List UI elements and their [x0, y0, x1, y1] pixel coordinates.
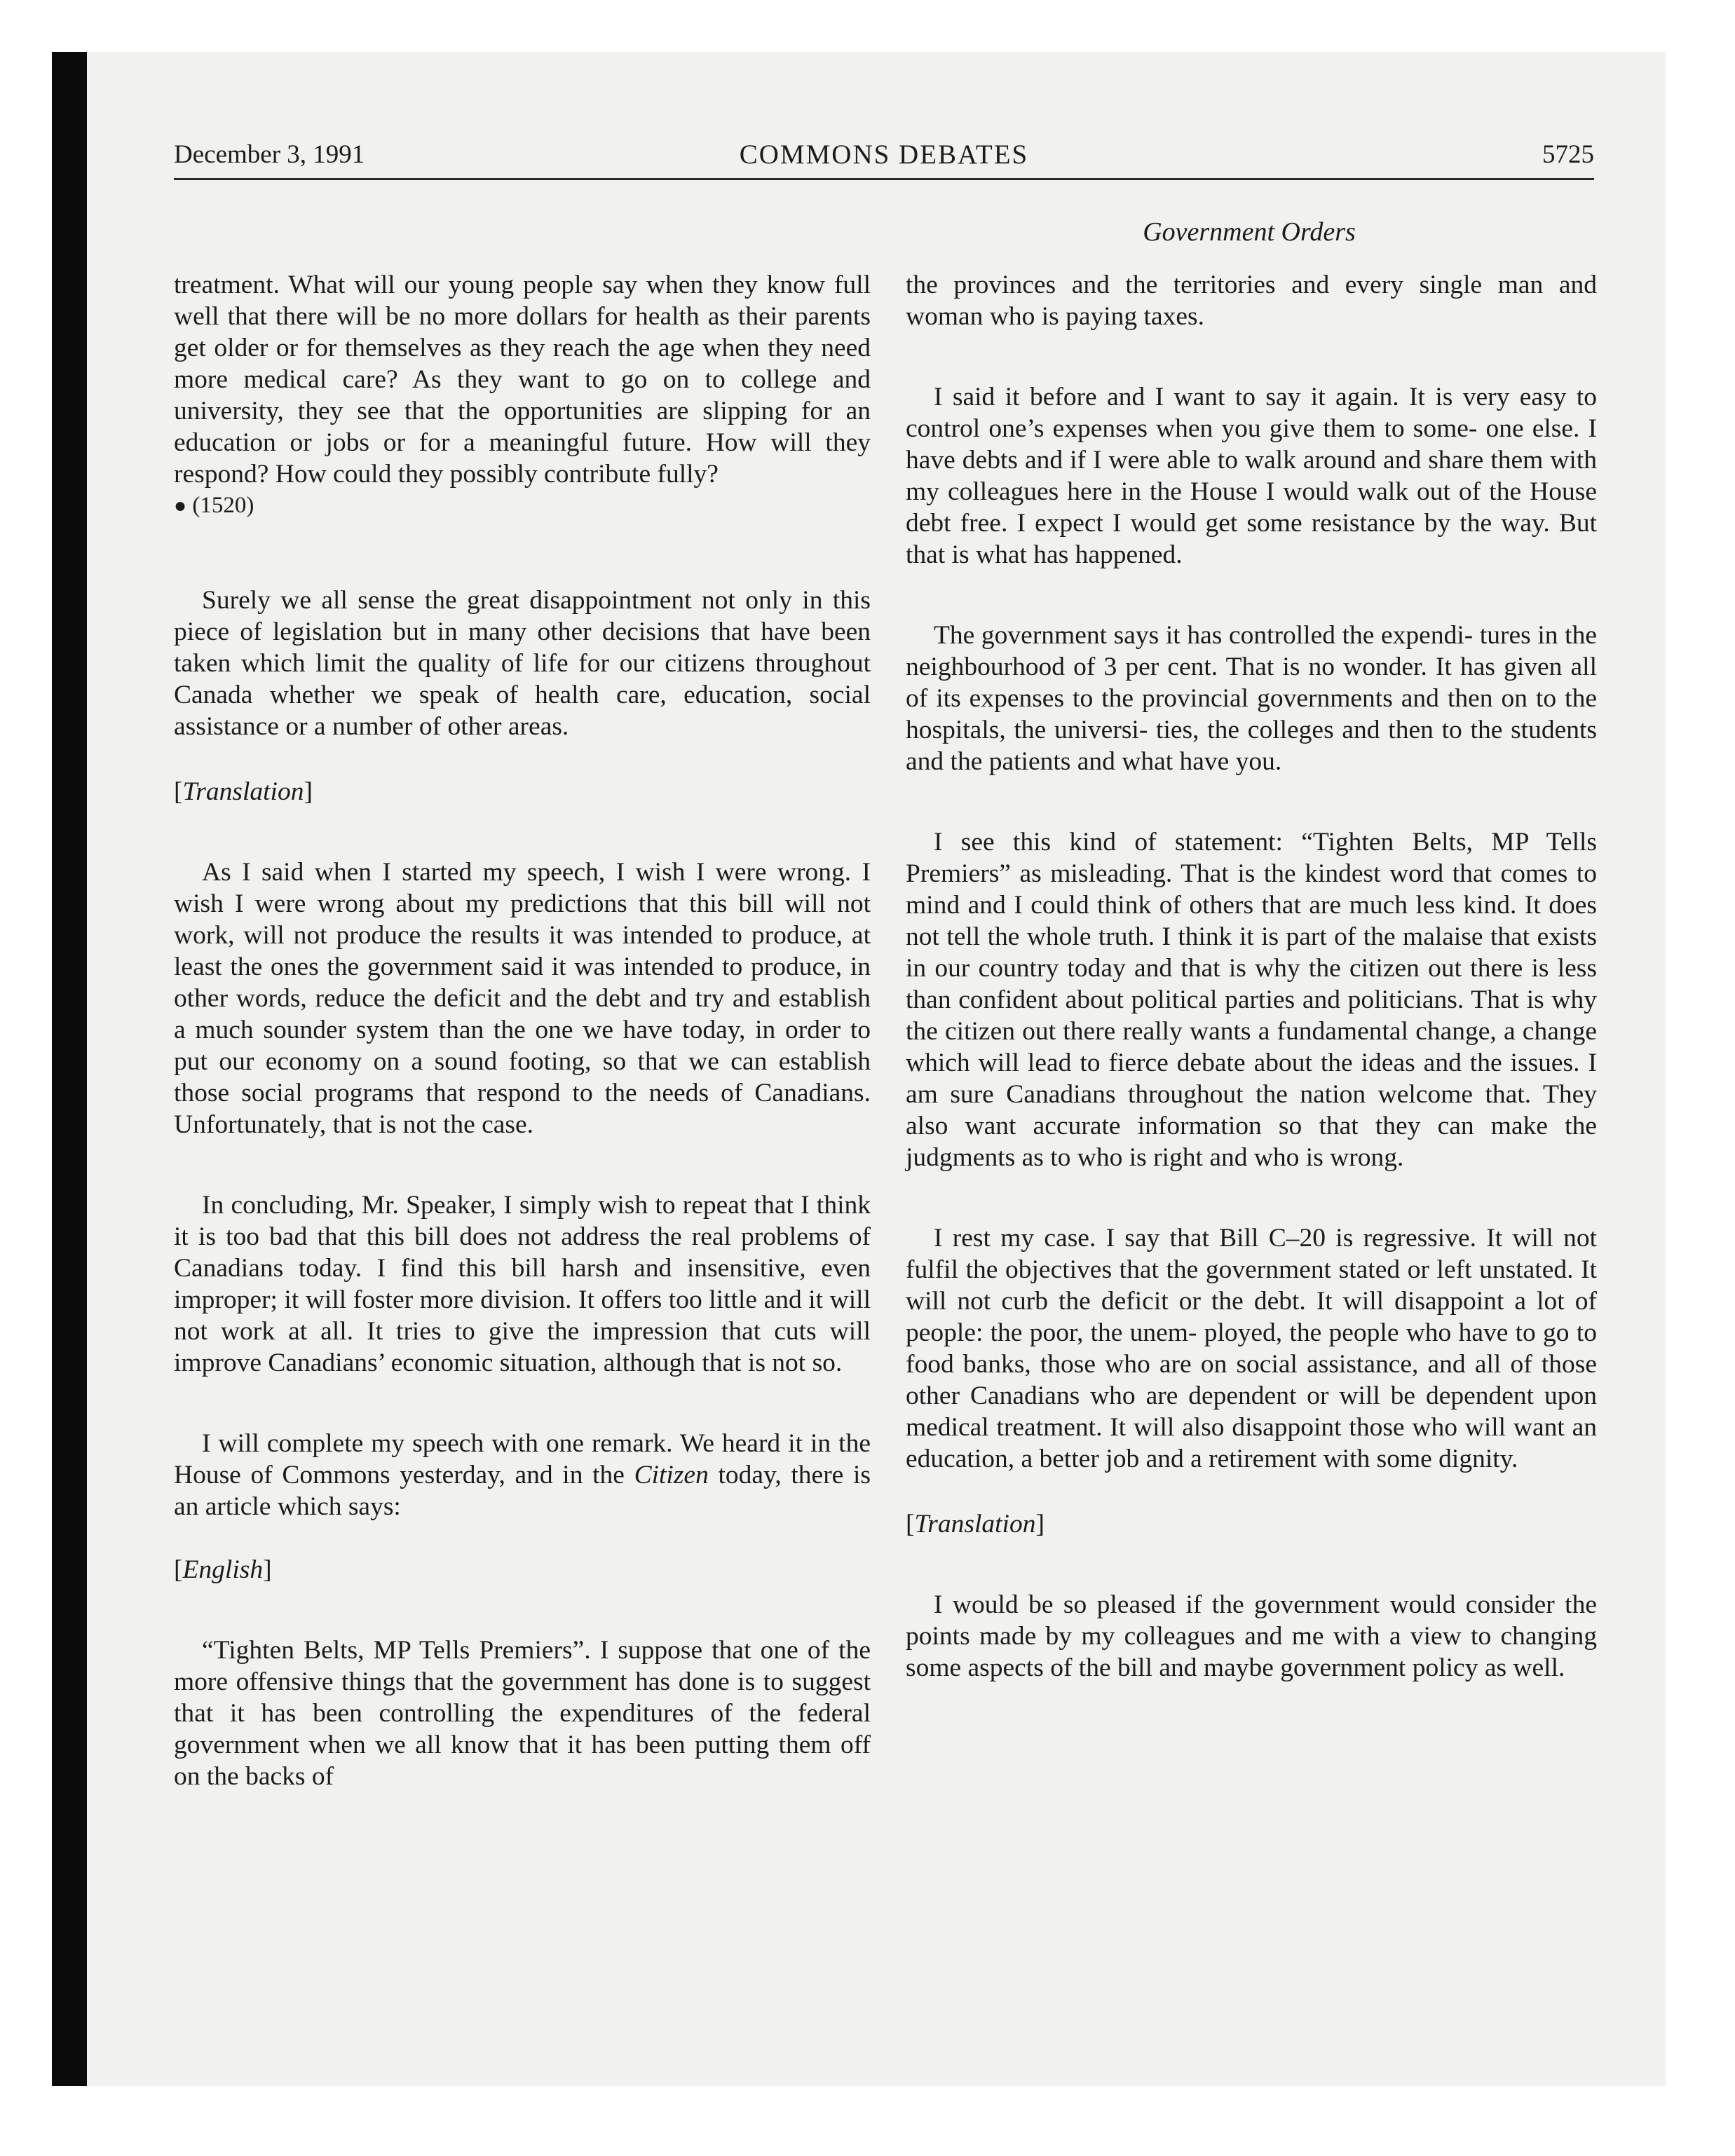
paragraph: the provinces and the territories and every single man and woman who is paying taxes. [906, 271, 1597, 331]
paragraph-text: today, there is an article which says: [174, 1461, 871, 1521]
publication-title: COMMONS DEBATES [739, 139, 1029, 170]
language-tag-label: Translation [182, 777, 304, 806]
language-tag: [English] [174, 1555, 272, 1584]
paragraph: In concluding, Mr. Speaker, I simply wish to repeat that I think it is too bad that this bill does not address the real problems of Canadians today. I find this bill harsh and insensitive, even improper; it will foster more division. It offers too little and it will not work at all. It tries to give the impression that cuts will improve Canadians’ economic situation, although that is not so. [174, 1191, 871, 1377]
left-column [174, 269, 871, 1792]
paragraph-text: I will complete my speech with one remark. We heard it in the House of Commons yesterday, and in the [174, 1429, 871, 1489]
language-tag: [Translation] [174, 777, 313, 806]
language-tag-label: Translation [914, 1510, 1036, 1538]
right-column [906, 269, 1597, 1684]
paragraph: Surely we all sense the great disappointment not only in this piece of legislation but in many other decisions that have been taken which limit the quality of life for our citizens throughout Canada whether we speak of health care, education, social assistance or a number of other areas. [174, 586, 871, 741]
time-marker [174, 490, 871, 521]
paragraph [174, 1428, 871, 1522]
time-marker-label: (1520) [192, 493, 254, 518]
newspaper-citation: Citizen [634, 1461, 709, 1489]
scan-binding-edge [52, 52, 87, 2086]
paragraph: treatment. What will our young people say when they know full well that there will be no more dollars for health as their parents get older or for themselves as they reach the age when they need more medical care? As they want to go on to college and university, they see that the opportunities are slipping for an education or jobs or for a meaningful future. How will they respond? How could they possibly contribute fully? [174, 271, 871, 489]
paragraph: As I said when I started my speech, I wish I were wrong. I wish I were wrong about my predictions that this bill will not work, will not produce the results it was intended to produce, at least the ones the government said it was intended to produce, in other words, reduce the deficit and the debt and try and establish a much sounder system than the one we have today, in order to put our economy on a sound footing, so that we can establish those social programs that respond to the needs of Canadians. Unfortunately, that is not the case. [174, 858, 871, 1139]
section-title: Government Orders [1143, 217, 1356, 247]
bullet-icon: ● [174, 494, 187, 517]
paragraph: “Tighten Belts, MP Tells Premiers”. I suppose that one of the more offensive things that the government has done is to suggest that it has been controlling the expenditures of the federal government when we all know that it has been putting them off on the backs of [174, 1636, 871, 1791]
paragraph: The government says it has controlled the expendi- tures in the neighbourhood of 3 per cent. That is no wonder. It has given all of its expenses to the provincial governments and then on to the hospitals, the universi- ties, the colleges and then to the students and the patients and what have you. [906, 621, 1597, 776]
paragraph: I said it before and I want to say it again. It is very easy to control one’s expenses when you give them to some- one else. I have debts and if I were able to walk around and share them with my colleagues here in the House I would walk out of the House debt free. I expect I would get some resistance by the way. But that is what has happened. [906, 383, 1597, 569]
header-date: December 3, 1991 [174, 140, 365, 169]
page-number: 5725 [1542, 140, 1594, 169]
paragraph: I rest my case. I say that Bill C–20 is regressive. It will not fulfil the objectives that the government stated or left unstated. It will not curb the deficit or the debt. It will disappoint a lot of people: the poor, the unem- ployed, the people who have to go to food banks, those who are on social assistance, and all of those other Canadians who are dependent or will be dependent upon medical treatment. It will also disappoint those who will want an education, a better job and a retirement with some dignity. [906, 1224, 1597, 1473]
paragraph: I see this kind of statement: “Tighten Belts, MP Tells Premiers” as misleading. That is the kindest word that comes to mind and I could think of others that are much less kind. It does not tell the whole truth. I think it is part of the malaise that exists in our country today and that is why the citizen out there is less than confident about political parties and politicians. That is why the citizen out there really wants a fundamental change, a change which will lead to fierce debate about the ideas and the issues. I am sure Canadians throughout the nation welcome that. They also want accurate information so that they can make the judgments as to who is right and who is wrong. [906, 828, 1597, 1172]
paragraph: I would be so pleased if the government would consider the points made by my colleagues and me with a view to changing some aspects of the bill and maybe government policy as well. [906, 1590, 1597, 1682]
language-tag: [Translation] [906, 1510, 1045, 1538]
page-header [174, 139, 1594, 180]
language-tag-label: English [182, 1555, 264, 1584]
